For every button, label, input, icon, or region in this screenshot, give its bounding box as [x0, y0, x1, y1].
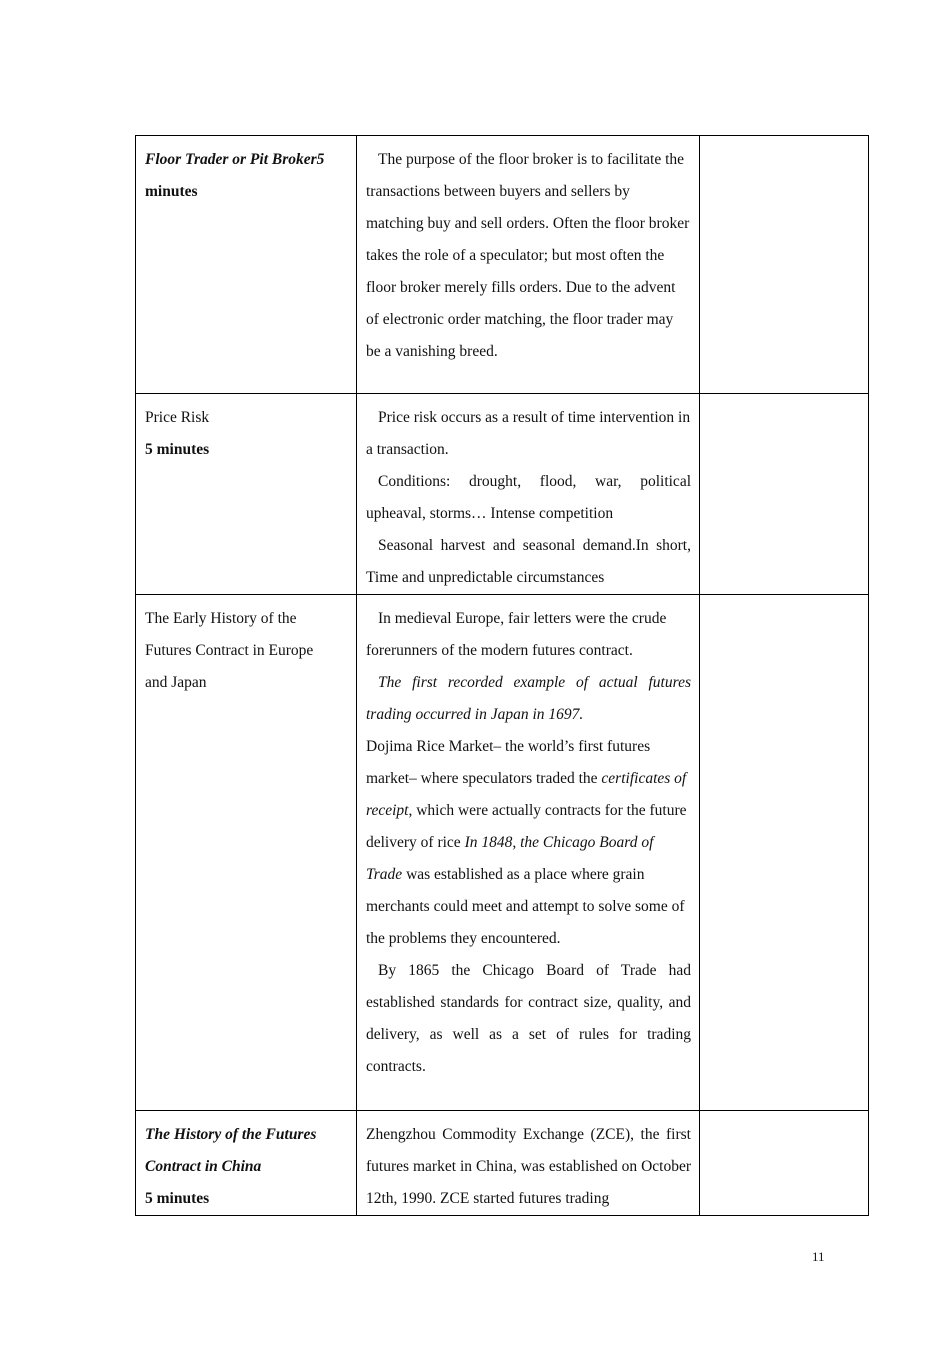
topic-title: The Early History of the	[145, 610, 297, 627]
topic-title: Floor Trader or Pit Broker5	[145, 151, 325, 168]
topic-title: and Japan	[145, 674, 207, 691]
topic-duration: minutes	[145, 183, 198, 200]
content-paragraph: The purpose of the floor broker is to facilitate the transactions between buyers and sellers by matching buy and sell orders. Often the floor broker takes the role of a speculator; but most often the floor broker merely fills orders. Due to the advent of electronic order matching, the floor trader may be a vanishing breed.	[366, 151, 690, 360]
topic-cell	[136, 595, 357, 1111]
table-row	[136, 1111, 869, 1216]
content-cell	[357, 136, 700, 394]
content-cell	[357, 1111, 700, 1216]
content-paragraph: The first recorded example of actual futures trading occurred in Japan in 1697.	[366, 674, 691, 723]
content-paragraph: Price risk occurs as a result of time intervention in a transaction.	[366, 409, 691, 458]
topic-title: Price Risk	[145, 409, 210, 426]
topic-cell	[136, 136, 357, 394]
notes-cell	[700, 1111, 869, 1216]
content-cell	[357, 394, 700, 595]
page-number: 11	[812, 1249, 825, 1264]
table-row	[136, 394, 869, 595]
topic-title: Futures Contract in Europe	[145, 642, 314, 659]
lesson-plan-table	[135, 135, 869, 1216]
content-cell	[357, 595, 700, 1111]
notes-cell	[700, 136, 869, 394]
topic-cell	[136, 1111, 357, 1216]
table-row	[136, 595, 869, 1111]
notes-cell	[700, 595, 869, 1111]
content-paragraph: Conditions: drought, flood, war, political upheaval, storms… Intense competition	[366, 473, 691, 522]
topic-title: Contract in China	[145, 1158, 262, 1175]
content-paragraph	[366, 731, 691, 955]
content-paragraph: Seasonal harvest and seasonal demand.In short, Time and unpredictable circumstances	[366, 537, 691, 586]
content-paragraph: In medieval Europe, fair letters were the crude forerunners of the modern futures contract.	[366, 610, 667, 659]
topic-title: The History of the Futures	[145, 1126, 317, 1143]
content-text: was established as a place where grain merchants could meet and attempt to solve some of the problems they encountered.	[366, 866, 685, 947]
content-text: Dojima Rice Market– the world’s first futures market– where speculators traded the	[366, 738, 651, 787]
content-paragraph: Zhengzhou Commodity Exchange (ZCE), the first futures market in China, was established on October 12th, 1990. ZCE started futures trading	[366, 1126, 691, 1207]
content-text: In 1848, the Chicago Board of Trade	[366, 834, 654, 883]
topic-cell	[136, 394, 357, 595]
table-row	[136, 136, 869, 394]
topic-duration: 5 minutes	[145, 1190, 210, 1207]
content-text: , which were actually contracts for the future delivery of rice	[366, 802, 687, 851]
topic-duration: 5 minutes	[145, 441, 210, 458]
notes-cell	[700, 394, 869, 595]
content-text: certificates of receipt	[366, 770, 687, 819]
content-paragraph: By 1865 the Chicago Board of Trade had established standards for contract size, quality, and delivery, as well as a set of rules for trading contracts.	[366, 962, 691, 1075]
